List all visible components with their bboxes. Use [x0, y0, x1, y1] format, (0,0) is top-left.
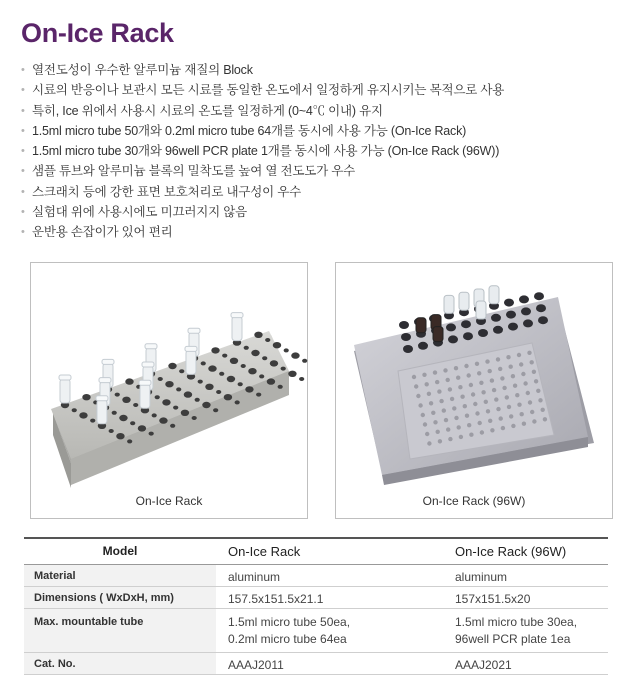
pcr-well	[429, 401, 433, 405]
table-cell: aluminum	[455, 569, 508, 584]
pcr-well	[496, 407, 500, 411]
pcr-well	[475, 411, 479, 415]
product-photo-on-ice-rack-96w	[335, 262, 613, 519]
tube-cap	[188, 328, 200, 333]
pcr-well	[484, 400, 488, 404]
tube-hole	[538, 316, 548, 324]
pcr-well	[439, 399, 443, 403]
table-cell: aluminum	[228, 569, 281, 584]
pcr-well	[492, 388, 496, 392]
pcr-well	[509, 365, 513, 369]
pcr-well	[527, 351, 531, 355]
rack-hole	[82, 394, 90, 400]
row-label: Material	[24, 564, 216, 586]
rack-hole	[152, 413, 157, 417]
feature-list	[21, 60, 611, 243]
table-cell	[216, 608, 443, 652]
bullet-icon: •	[21, 145, 25, 158]
pcr-well	[478, 421, 482, 425]
pcr-well	[498, 367, 502, 371]
rack-hole	[158, 377, 163, 381]
pcr-well	[467, 373, 471, 377]
tube-hole	[521, 307, 531, 315]
pcr-well	[526, 391, 530, 395]
pcr-well	[431, 411, 435, 415]
rack-hole	[184, 391, 192, 397]
pcr-well	[463, 404, 467, 408]
on-ice-rack-illustration	[31, 263, 309, 520]
rack-hole	[245, 386, 253, 392]
rack-hole	[235, 400, 240, 404]
pcr-well	[448, 387, 452, 391]
feature-item: • 시료의 반응이나 보관시 모든 시료를 동일한 온도에서 일정하게 유지시키는 목적으로 사용	[21, 80, 611, 100]
pcr-well	[520, 412, 524, 416]
micro-tube	[97, 400, 107, 424]
tube-hole	[403, 345, 413, 353]
rack-hole	[291, 352, 299, 358]
rack-hole	[248, 368, 256, 374]
feature-item: • 특히, Ice 위에서 사용시 시료의 온도를 일정하게 (0~4℃ 이내) 유지	[21, 101, 611, 121]
micro-tube	[186, 350, 196, 374]
column-header-on-ice-rack-96w: On-Ice Rack (96W)	[455, 543, 567, 559]
page-title: On-Ice Rack	[21, 18, 174, 48]
rack-hole	[130, 421, 135, 425]
pcr-well	[528, 400, 532, 404]
dark-tube	[433, 327, 443, 342]
tube-hole	[519, 295, 529, 303]
pcr-well	[465, 414, 469, 418]
tube-hole	[478, 329, 488, 337]
rack-hole	[270, 360, 278, 366]
pcr-well	[435, 380, 439, 384]
rack-hole	[227, 376, 235, 382]
table-row	[24, 608, 608, 652]
photo-caption: On-Ice Rack (96W)	[422, 494, 526, 508]
rack-hole	[208, 365, 216, 371]
rack-hole	[284, 348, 289, 352]
bullet-icon: •	[21, 84, 25, 97]
cell-line: 1.5ml micro tube 50ea,	[228, 614, 351, 629]
cell-line: 96well PCR plate 1ea	[455, 631, 571, 646]
pcr-well	[530, 410, 534, 414]
rack-hole	[219, 372, 224, 376]
pcr-well	[522, 422, 526, 426]
pcr-well	[450, 397, 454, 401]
table-row	[24, 586, 608, 608]
rack-hole	[211, 347, 219, 353]
product-photo-on-ice-rack	[30, 262, 308, 519]
rack-hole	[79, 412, 87, 418]
pcr-well	[427, 392, 431, 396]
tube-cap	[142, 362, 154, 367]
dark-tube	[416, 318, 426, 333]
rack-hole	[195, 398, 200, 402]
pcr-well	[488, 419, 492, 423]
table-cell: AAAJ2011	[228, 657, 284, 672]
spec-table	[24, 537, 608, 675]
table-header-row	[24, 538, 608, 564]
pcr-well	[464, 364, 468, 368]
pcr-well	[412, 375, 416, 379]
rack-hole	[265, 338, 270, 342]
table-row	[24, 652, 608, 674]
pcr-well	[469, 433, 473, 437]
table-cell: AAAJ2021	[455, 657, 512, 672]
bullet-icon: •	[21, 104, 25, 117]
pcr-well	[511, 424, 515, 428]
feature-item: • 1.5ml micro tube 50개와 0.2ml micro tube 64개를 동시에 사용 가능 (On-Ice Rack)	[21, 121, 611, 141]
rack-hole	[288, 371, 296, 377]
tube-hole	[493, 326, 503, 334]
pcr-well	[538, 398, 542, 402]
pcr-well	[438, 439, 442, 443]
rack-hole	[267, 378, 275, 384]
pcr-well	[448, 437, 452, 441]
rack-hole	[179, 369, 184, 373]
pcr-well	[427, 441, 431, 445]
pcr-well	[416, 394, 420, 398]
rack-hole	[198, 380, 203, 384]
pcr-well	[446, 378, 450, 382]
pcr-well	[422, 373, 426, 377]
tube-cap	[59, 375, 71, 380]
cell-line: 0.2ml micro tube 64ea	[228, 631, 347, 646]
bullet-icon: •	[21, 185, 25, 198]
pcr-well	[515, 393, 519, 397]
tube-hole	[446, 323, 456, 331]
pcr-well	[517, 403, 521, 407]
pcr-well	[530, 360, 534, 364]
pcr-well	[446, 427, 450, 431]
pcr-well	[475, 362, 479, 366]
rack-hole	[192, 416, 197, 420]
pcr-well	[479, 381, 483, 385]
pcr-well	[454, 366, 458, 370]
pcr-well	[517, 353, 521, 357]
bullet-icon: •	[21, 64, 25, 76]
micro-tube	[232, 317, 242, 341]
row-label: Max. mountable tube	[24, 608, 216, 652]
pcr-well	[506, 355, 510, 359]
pcr-well	[467, 423, 471, 427]
rack-hole	[213, 408, 218, 412]
pcr-well	[443, 368, 447, 372]
rack-hole	[176, 387, 181, 391]
pcr-well	[421, 413, 425, 417]
rack-hole	[238, 382, 243, 386]
pcr-well	[490, 428, 494, 432]
tube-hole	[399, 321, 409, 329]
tube-hole	[448, 335, 458, 343]
rack-hole	[259, 374, 264, 378]
tube-hole	[461, 320, 471, 328]
tube-cap	[96, 396, 108, 401]
tube-hole	[508, 323, 518, 331]
rack-hole	[138, 425, 146, 431]
rack-hole	[165, 381, 173, 387]
table-cell	[443, 608, 608, 652]
pcr-well	[477, 371, 481, 375]
pcr-well	[513, 384, 517, 388]
pcr-well	[457, 425, 461, 429]
rack-hole	[222, 354, 227, 358]
table-row	[24, 564, 608, 586]
micro-tube	[60, 379, 70, 403]
tube-cap	[185, 346, 197, 351]
pcr-well	[519, 362, 523, 366]
column-header-model: Model	[102, 544, 138, 559]
row-label: Cat. No.	[24, 652, 216, 674]
rack-hole	[125, 378, 133, 384]
rack-hole	[173, 406, 178, 410]
pcr-well	[444, 418, 448, 422]
pcr-well	[488, 369, 492, 373]
rack-hole	[302, 359, 307, 363]
micro-tube	[489, 286, 499, 304]
rack-hole	[244, 346, 249, 350]
pcr-well	[543, 417, 547, 421]
pcr-well	[502, 386, 506, 390]
bullet-icon: •	[21, 165, 25, 178]
rack-hole	[254, 332, 262, 338]
pcr-well	[425, 382, 429, 386]
rack-hole	[170, 424, 175, 428]
row-label: Dimensions ( WxDxH, mm)	[24, 586, 216, 608]
micro-tube	[476, 301, 486, 319]
rack-hole	[116, 433, 124, 439]
pcr-well	[454, 416, 458, 420]
rack-hole	[230, 358, 238, 364]
feature-item: • 운반용 손잡이가 있어 편리	[21, 222, 611, 242]
rack-hole	[155, 395, 160, 399]
rack-hole	[278, 385, 283, 389]
pcr-well	[481, 390, 485, 394]
rack-hole	[112, 411, 117, 415]
pcr-well	[436, 430, 440, 434]
feature-item: • 열전도성이 우수한 알루미늄 재질의 Block	[21, 60, 611, 80]
tube-hole	[504, 299, 514, 307]
pcr-well	[532, 419, 536, 423]
bullet-icon: •	[21, 206, 25, 219]
pcr-well	[509, 414, 513, 418]
photo-caption: On-Ice Rack	[135, 494, 203, 508]
micro-tube	[444, 295, 454, 313]
rack-hole	[181, 410, 189, 416]
pcr-well	[490, 378, 494, 382]
tube-hole	[534, 292, 544, 300]
feature-item: • 1.5ml micro tube 30개와 96well PCR plate 1개를 동시에 사용 가능 (On-Ice Rack (96W))	[21, 141, 611, 161]
cell-line: 1.5ml micro tube 30ea,	[455, 614, 578, 629]
tube-cap	[139, 380, 151, 385]
pcr-well	[511, 374, 515, 378]
rack-hole	[133, 403, 138, 407]
table-cell: 157x151.5x20	[455, 591, 531, 606]
pcr-well	[458, 385, 462, 389]
pcr-well	[532, 370, 536, 374]
rack-hole	[72, 408, 77, 412]
pcr-well	[485, 359, 489, 363]
pcr-well	[418, 403, 422, 407]
pcr-well	[523, 381, 527, 385]
feature-item: • 샘플 튜브와 알루미늄 블록의 밀착도를 높여 열 전도도가 우수	[21, 161, 611, 181]
tube-hole	[536, 304, 546, 312]
pcr-well	[442, 408, 446, 412]
feature-item: • 스크래치 등에 강한 표면 보호처리로 내구성이 우수	[21, 182, 611, 202]
tube-cap	[102, 359, 114, 364]
tube-hole	[463, 332, 473, 340]
micro-tube	[140, 384, 150, 408]
rack-hole	[241, 364, 246, 368]
pcr-well	[414, 384, 418, 388]
rack-hole	[201, 361, 206, 365]
pcr-well	[486, 409, 490, 413]
rack-hole	[224, 394, 232, 400]
pcr-well	[433, 420, 437, 424]
pcr-well	[499, 416, 503, 420]
pcr-well	[460, 395, 464, 399]
rack-hole	[281, 367, 286, 371]
rack-hole	[90, 419, 95, 423]
rack-hole	[122, 397, 130, 403]
pcr-well	[505, 395, 509, 399]
tube-hole	[418, 342, 428, 350]
rack-hole	[251, 350, 259, 356]
pcr-well	[521, 372, 525, 376]
rack-hole	[205, 384, 213, 390]
pcr-well	[456, 376, 460, 380]
tube-hole	[506, 311, 516, 319]
rack-hole	[262, 356, 267, 360]
pcr-well	[496, 357, 500, 361]
rack-hole	[109, 429, 114, 433]
tube-hole	[401, 333, 411, 341]
pcr-well	[480, 430, 484, 434]
table-cell: 157.5x151.5x21.1	[228, 591, 324, 606]
rack-hole	[256, 393, 261, 397]
rack-hole	[115, 393, 120, 397]
on-ice-rack-96w-illustration	[336, 263, 614, 520]
rack-hole	[119, 415, 127, 421]
bullet-icon: •	[21, 124, 25, 137]
tube-hole	[523, 319, 533, 327]
rack-hole	[216, 390, 221, 394]
rack-hole	[127, 439, 132, 443]
rack-hole	[273, 342, 281, 348]
micro-tube	[459, 292, 469, 310]
column-header-on-ice-rack: On-Ice Rack	[228, 543, 301, 559]
tube-cap	[99, 378, 111, 383]
feature-item: • 실험대 위에 사용시에도 미끄러지지 않음	[21, 202, 611, 222]
tube-cap	[231, 313, 243, 318]
pcr-well	[469, 383, 473, 387]
pcr-well	[541, 408, 545, 412]
bullet-icon: •	[21, 226, 25, 239]
rack-hole	[168, 363, 176, 369]
pcr-well	[459, 435, 463, 439]
rack-hole	[149, 432, 154, 436]
pcr-well	[452, 406, 456, 410]
rack-hole	[202, 402, 210, 408]
pcr-well	[536, 389, 540, 393]
pcr-well	[423, 422, 427, 426]
rack-hole	[162, 399, 170, 405]
pcr-well	[500, 376, 504, 380]
pcr-well	[433, 370, 437, 374]
pcr-well	[473, 402, 477, 406]
pcr-well	[437, 389, 441, 393]
pcr-well	[507, 405, 511, 409]
tube-cap	[145, 344, 157, 349]
pcr-well	[534, 379, 538, 383]
pcr-well	[471, 392, 475, 396]
pcr-well	[425, 432, 429, 436]
tube-hole	[491, 314, 501, 322]
pcr-well	[494, 397, 498, 401]
rack-hole	[299, 377, 304, 381]
pcr-well	[501, 426, 505, 430]
rack-hole	[159, 417, 167, 423]
